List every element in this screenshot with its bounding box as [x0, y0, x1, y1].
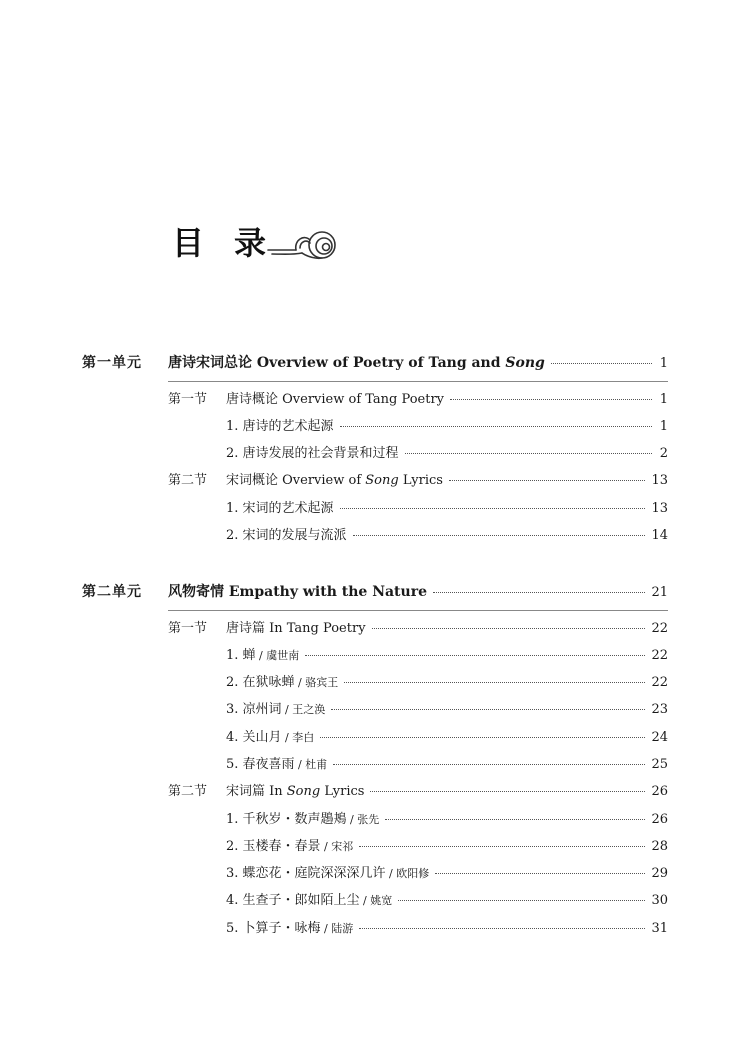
section-title: 宋词篇 In Song Lyrics — [226, 784, 365, 799]
page-number: 26 — [651, 784, 668, 799]
item-title: 2. 唐诗发展的社会背景和过程 — [226, 446, 399, 461]
dot-leader — [340, 425, 652, 427]
dot-leader — [370, 790, 645, 792]
page-number: 22 — [651, 621, 668, 636]
dot-leader — [359, 845, 645, 847]
page-number: 22 — [651, 648, 668, 663]
item-title: 3. 凉州词 / 王之涣 — [226, 702, 326, 717]
item-title: 2. 玉楼春・春景 / 宋祁 — [226, 839, 354, 854]
page-title — [172, 218, 340, 268]
list-item[interactable] — [226, 756, 668, 774]
dot-leader — [333, 763, 645, 765]
unit-divider — [168, 610, 668, 611]
page-number: 13 — [651, 501, 668, 516]
item-title: 1. 蝉 / 虞世南 — [226, 648, 300, 663]
list-item[interactable] — [226, 500, 668, 518]
list-item[interactable] — [226, 445, 668, 463]
dot-leader — [344, 681, 645, 683]
list-item[interactable] — [226, 892, 668, 910]
item-author: 姚宽 — [370, 894, 393, 907]
cloud-icon — [266, 226, 340, 262]
title-char-1: 目 — [172, 224, 205, 262]
section-title: 唐诗篇 In Tang Poetry — [226, 621, 366, 636]
list-item[interactable] — [226, 729, 668, 747]
page-number: 22 — [651, 675, 668, 690]
item-author: 骆宾王 — [305, 676, 339, 689]
dot-leader — [385, 818, 645, 820]
list-item[interactable] — [226, 647, 668, 665]
list-item[interactable] — [226, 674, 668, 692]
unit-label: 第二单元 — [82, 584, 142, 600]
section-title: 唐诗概论 Overview of Tang Poetry — [226, 392, 445, 407]
unit-row-1[interactable] — [82, 354, 668, 373]
dot-leader — [331, 708, 645, 710]
item-title: 5. 春夜喜雨 / 杜甫 — [226, 757, 328, 772]
unit-row-2[interactable] — [82, 583, 668, 602]
item-author: 李白 — [292, 731, 315, 744]
section-label: 第一节 — [168, 621, 208, 636]
item-title: 2. 在狱咏蝉 / 骆宾王 — [226, 675, 339, 690]
unit-title: 唐诗宋词总论 Overview of Poetry of Tang and Song — [168, 355, 545, 371]
dot-leader — [320, 736, 645, 738]
page-number: 1 — [659, 356, 668, 371]
dot-leader — [353, 534, 646, 536]
item-title: 1. 千秋岁・数声鶗鴂 / 张先 — [226, 812, 380, 827]
item-author: 王之涣 — [292, 703, 326, 716]
page-number: 29 — [651, 866, 668, 881]
page-number: 31 — [651, 921, 668, 936]
dot-leader — [450, 398, 652, 400]
section-row-1-2[interactable] — [168, 472, 668, 490]
page-number: 14 — [651, 528, 668, 543]
dot-leader — [359, 927, 645, 929]
dot-leader — [398, 899, 645, 901]
page-number: 30 — [651, 893, 668, 908]
page-number: 2 — [659, 446, 668, 461]
dot-leader — [305, 654, 645, 656]
section-row-1-1[interactable] — [168, 391, 668, 409]
page-number: 13 — [651, 473, 668, 488]
item-author: 欧阳修 — [396, 867, 430, 880]
dot-leader — [449, 479, 646, 481]
item-author: 杜甫 — [305, 758, 328, 771]
page-number: 23 — [651, 702, 668, 717]
page-number: 26 — [651, 812, 668, 827]
item-author: 宋祁 — [331, 840, 354, 853]
unit-label: 第一单元 — [82, 355, 142, 371]
item-author: 张先 — [357, 813, 380, 826]
unit-divider — [168, 381, 668, 382]
list-item[interactable] — [226, 865, 668, 883]
dot-leader — [435, 872, 645, 874]
item-title: 1. 宋词的艺术起源 — [226, 501, 334, 516]
list-item[interactable] — [226, 811, 668, 829]
dot-leader — [551, 362, 652, 364]
list-item[interactable] — [226, 418, 668, 436]
item-title: 4. 生查子・郎如陌上尘 / 姚宽 — [226, 893, 393, 908]
list-item[interactable] — [226, 920, 668, 938]
item-author: 虞世南 — [266, 649, 300, 662]
section-row-2-1[interactable] — [168, 620, 668, 638]
section-label: 第二节 — [168, 784, 208, 799]
list-item[interactable] — [226, 838, 668, 856]
section-label: 第一节 — [168, 392, 208, 407]
unit-title: 风物寄情 Empathy with the Nature — [168, 584, 427, 600]
dot-leader — [340, 507, 646, 509]
item-title: 3. 蝶恋花・庭院深深深几许 / 欧阳修 — [226, 866, 430, 881]
page-number: 24 — [651, 730, 668, 745]
item-title: 5. 卜算子・咏梅 / 陆游 — [226, 921, 354, 936]
section-row-2-2[interactable] — [168, 783, 668, 801]
item-author: 陆游 — [331, 922, 354, 935]
item-title: 2. 宋词的发展与流派 — [226, 528, 347, 543]
item-title: 4. 关山月 / 李白 — [226, 730, 315, 745]
dot-leader — [405, 452, 652, 454]
section-label: 第二节 — [168, 473, 208, 488]
dot-leader — [372, 627, 646, 629]
list-item[interactable] — [226, 701, 668, 719]
dot-leader — [433, 591, 645, 593]
page-number: 1 — [659, 419, 668, 434]
list-item[interactable] — [226, 527, 668, 545]
item-title: 1. 唐诗的艺术起源 — [226, 419, 334, 434]
title-char-2: 录 — [234, 224, 267, 262]
section-title: 宋词概论 Overview of Song Lyrics — [226, 473, 443, 488]
page-number: 25 — [651, 757, 668, 772]
page-number: 1 — [659, 392, 668, 407]
page-number: 28 — [651, 839, 668, 854]
page-number: 21 — [651, 585, 668, 600]
